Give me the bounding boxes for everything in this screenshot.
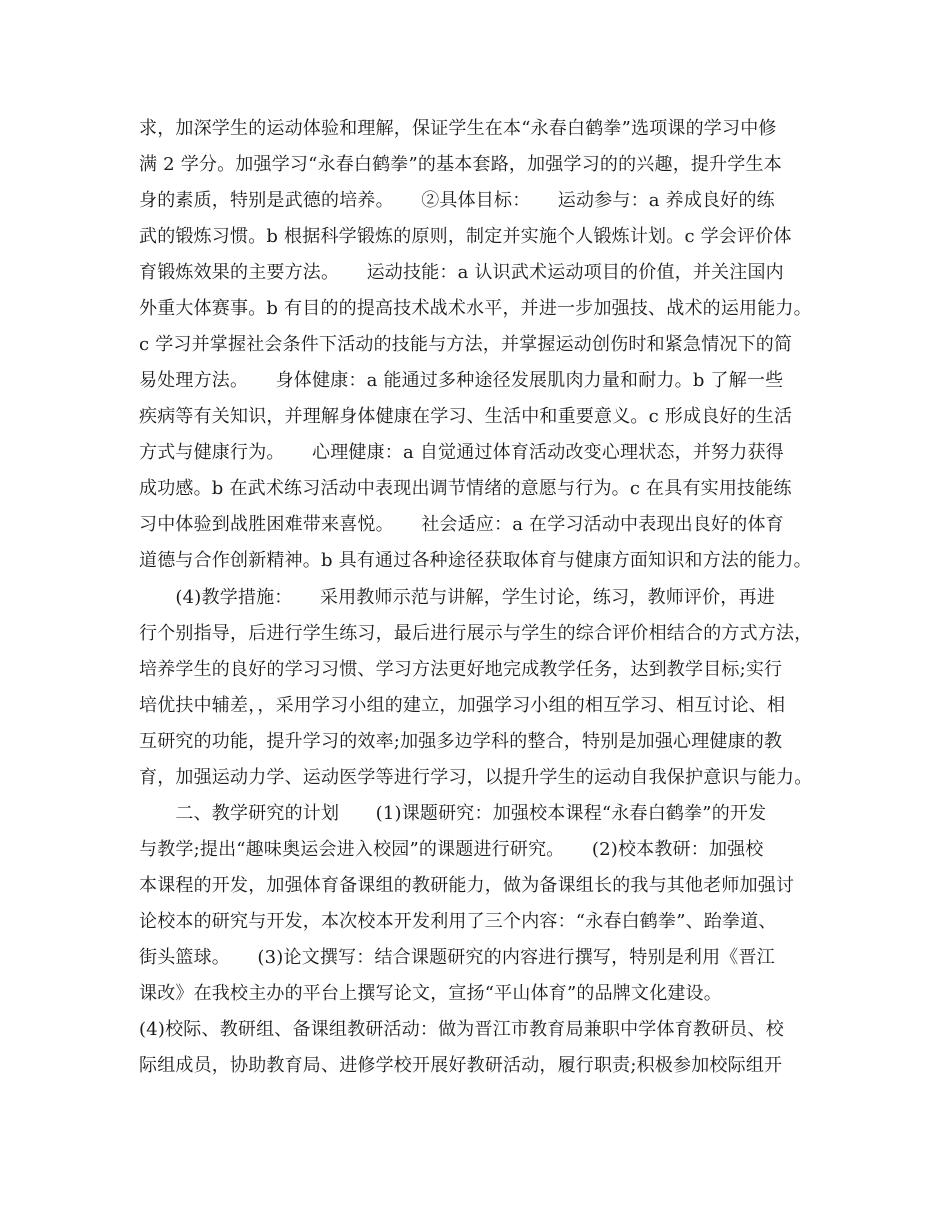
text-line: 培养学生的良好的学习习惯、学习方法更好地完成教学任务，达到教学目标;实行 [139,659,783,680]
text-line: 际组成员，协助教育局、进修学校开展好教研活动，履行职责;积极参加校际组开 [139,1055,783,1076]
text-line: 培优扶中辅差，，采用学习小组的建立，加强学习小组的相互学习、相互讨论、相 [139,695,786,716]
text-line: 求，加深学生的运动体验和理解，保证学生在本“永春白鹤拳”选项课的学习中修 [139,118,777,139]
text-line: 与教学;提出“趣味奥运会进入校园”的课题进行研究。 (2)校本教研：加强校 [139,839,764,860]
text-line: 道德与合作创新精神。b 具有通过各种途径获取体育与健康方面知识和方法的能力。 [139,550,812,571]
text-line: 武的锻炼习惯。b 根据科学锻炼的原则，制定并实施个人锻炼计划。c 学会评价体 [139,226,792,247]
text-line: 育，加强运动力学、运动医学等进行学习，以提升学生的运动自我保护意识与能力。 [139,767,813,788]
text-line: 本课程的开发，加强体育备课组的教研能力，做为备课组长的我与其他老师加强讨 [139,875,795,896]
text-line: 易处理方法。 身体健康：a 能通过多种途径发展肌肉力量和耐力。b 了解一些 [139,370,784,391]
text-line: 外重大体赛事。b 有目的的提高技术战术水平，并进一步加强技、战术的运用能力。 [139,298,812,319]
text-line: 育锻炼效果的主要方法。 运动技能：a 认识武术运动项目的价值，并关注国内 [139,262,784,283]
text-line: 成功感。b 在武术练习活动中表现出调节情绪的意愿与行为。c 在具有实用技能练 [139,478,792,499]
text-line: 习中体验到战胜困难带来喜悦。 社会适应：a 在学习活动中表现出良好的体育 [139,514,784,535]
text-line: (4)教学措施： 采用教师示范与讲解，学生讨论，练习，教师评价，再进 [139,587,775,608]
text-line: 身的素质，特别是武德的培养。 ②具体目标： 运动参与：a 养成良好的练 [139,190,775,211]
text-line: 行个别指导，后进行学生练习，最后进行展示与学生的综合评价相结合的方式方法， [139,623,813,644]
text-line: 方式与健康行为。 心理健康：a 自觉通过体育活动改变心理状态，并努力获得 [139,442,784,463]
text-line: 论校本的研究与开发，本次校本开发利用了三个内容：“永春白鹤拳”、跆拳道、 [139,911,777,932]
text-line: 街头篮球。 (3)论文撰写：结合课题研究的内容进行撰写，特别是利用《晋江 [139,947,775,968]
text-line: 互研究的功能，提升学习的效率;加强多边学科的整合，特别是加强心理健康的教 [139,731,783,752]
text-line: c 学习并掌握社会条件下活动的技能与方法，并掌握运动创伤时和紧急情况下的简 [139,334,793,355]
text-line: 疾病等有关知识，并理解身体健康在学习、生活中和重要意义。c 形成良好的生活 [139,406,793,427]
text-line: 课改》在我校主办的平台上撰写论文，宣扬“平山体育”的品牌文化建设。 [139,983,723,1004]
text-line: 满 2 学分。加强学习“永春白鹤拳”的基本套路，加强学习的的兴趣，提升学生本 [139,154,782,175]
text-line: 二、教学研究的计划 (1)课题研究：加强校本课程“永春白鹤拳”的开发 [139,803,767,824]
text-line: (4)校际、教研组、备课组教研活动：做为晋江市教育局兼职中学体育教研员、校 [139,1019,784,1040]
